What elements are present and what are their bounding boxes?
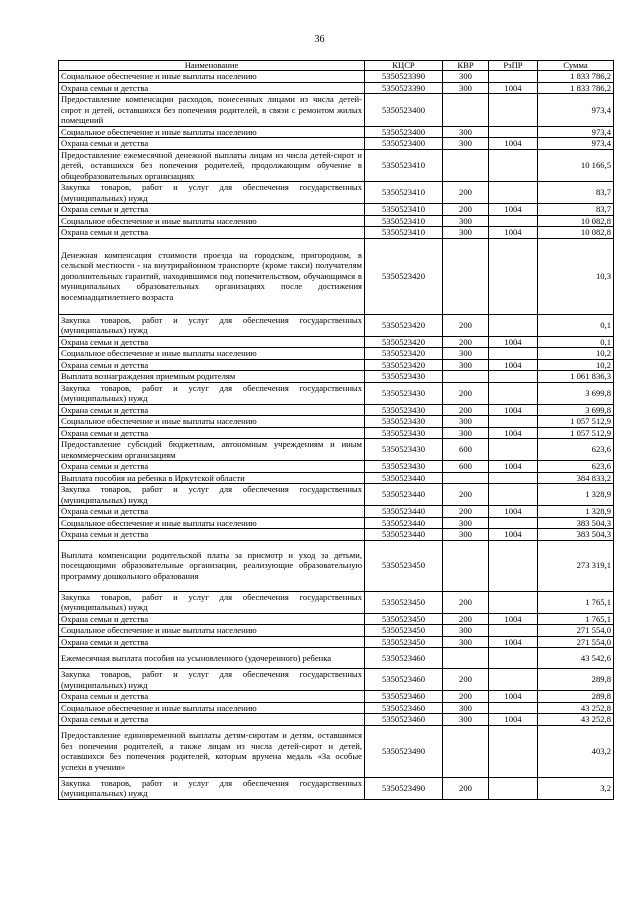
cell-sum: 1 057 512,9 [538, 416, 614, 428]
cell-name: Социальное обеспечение и иные выплаты населению [59, 416, 365, 428]
cell-sum: 10 082,8 [538, 227, 614, 239]
cell-kvr: 200 [443, 691, 489, 703]
cell-name: Социальное обеспечение и иные выплаты населению [59, 71, 365, 83]
cell-name: Закупка товаров, работ и услуг для обеспечения государственных (муниципальных) нужд [59, 591, 365, 613]
table-row [59, 472, 614, 484]
cell-kcsr: 5350523450 [365, 540, 443, 591]
cell-rzpr [489, 416, 538, 428]
cell-rzpr: 1004 [489, 204, 538, 216]
cell-kvr: 300 [443, 359, 489, 371]
cell-name: Охрана семьи и детства [59, 529, 365, 541]
cell-sum: 623,6 [538, 439, 614, 461]
cell-kvr [443, 238, 489, 314]
table-row [59, 648, 614, 669]
cell-rzpr: 1004 [489, 506, 538, 518]
table-row [59, 691, 614, 703]
cell-rzpr: 1004 [489, 427, 538, 439]
cell-kcsr: 5350523390 [365, 82, 443, 94]
cell-rzpr: 1004 [489, 636, 538, 648]
cell-name: Охрана семьи и детства [59, 82, 365, 94]
cell-kvr: 300 [443, 348, 489, 360]
cell-kcsr: 5350523410 [365, 204, 443, 216]
cell-name: Ежемесячная выплата пособия на усыновленного (удочеренного) ребенка [59, 648, 365, 669]
cell-sum: 43 252,8 [538, 702, 614, 714]
cell-kvr: 300 [443, 714, 489, 726]
cell-kcsr: 5350523420 [365, 348, 443, 360]
cell-rzpr [489, 591, 538, 613]
cell-kvr: 200 [443, 591, 489, 613]
cell-name: Охрана семьи и детства [59, 336, 365, 348]
cell-name: Социальное обеспечение и иные выплаты населению [59, 348, 365, 360]
cell-kcsr: 5350523400 [365, 138, 443, 150]
cell-rzpr [489, 648, 538, 669]
page-number: 36 [314, 34, 325, 45]
cell-kcsr: 5350523460 [365, 691, 443, 703]
cell-sum: 384 833,2 [538, 472, 614, 484]
cell-kcsr: 5350523430 [365, 461, 443, 473]
cell-kcsr: 5350523420 [365, 359, 443, 371]
cell-rzpr: 1004 [489, 714, 538, 726]
cell-kcsr: 5350523490 [365, 777, 443, 799]
cell-sum: 0,1 [538, 314, 614, 336]
cell-name: Охрана семьи и детства [59, 636, 365, 648]
cell-rzpr [489, 238, 538, 314]
table-row [59, 149, 614, 182]
cell-sum: 1 057 512,9 [538, 427, 614, 439]
cell-kvr: 300 [443, 126, 489, 138]
cell-sum: 3,2 [538, 777, 614, 799]
cell-sum: 1 765,1 [538, 591, 614, 613]
cell-kcsr: 5350523450 [365, 636, 443, 648]
cell-rzpr [489, 625, 538, 637]
cell-sum: 3 699,8 [538, 404, 614, 416]
cell-kvr: 300 [443, 702, 489, 714]
cell-sum: 271 554,0 [538, 625, 614, 637]
cell-name: Денежная компенсация стоимости проезда на городском, пригородном, в сельской местности - на внутрирайонном транспорте (кроме такси) получателям дополнительных гарантий, находившимся под попечительством, обучающимся в муниципальных образовательных организациях после достижения восемнадцатилетнего возраста [59, 238, 365, 314]
cell-kvr: 200 [443, 777, 489, 799]
table-row [59, 182, 614, 204]
cell-rzpr [489, 126, 538, 138]
cell-name: Закупка товаров, работ и услуг для обеспечения государственных (муниципальных) нужд [59, 182, 365, 204]
table-header-row [59, 61, 614, 71]
table-row [59, 625, 614, 637]
cell-rzpr [489, 215, 538, 227]
cell-name: Охрана семьи и детства [59, 506, 365, 518]
cell-name: Охрана семьи и детства [59, 204, 365, 216]
cell-sum: 1 061 836,3 [538, 371, 614, 383]
cell-kcsr: 5350523400 [365, 126, 443, 138]
cell-kcsr: 5350523430 [365, 404, 443, 416]
cell-kvr: 200 [443, 336, 489, 348]
cell-sum: 973,4 [538, 94, 614, 127]
cell-kvr: 200 [443, 613, 489, 625]
cell-kvr: 300 [443, 82, 489, 94]
cell-kcsr: 5350523410 [365, 227, 443, 239]
cell-rzpr [489, 702, 538, 714]
cell-rzpr [489, 540, 538, 591]
cell-rzpr: 1004 [489, 529, 538, 541]
cell-rzpr: 1004 [489, 461, 538, 473]
cell-name: Охрана семьи и детства [59, 461, 365, 473]
cell-name: Закупка товаров, работ и услуг для обеспечения государственных (муниципальных) нужд [59, 484, 365, 506]
table-row [59, 215, 614, 227]
table-row [59, 461, 614, 473]
cell-kvr: 200 [443, 404, 489, 416]
cell-kcsr: 5350523430 [365, 416, 443, 428]
cell-sum: 383 504,3 [538, 529, 614, 541]
cell-kcsr: 5350523410 [365, 182, 443, 204]
cell-name: Социальное обеспечение и иные выплаты населению [59, 702, 365, 714]
cell-name: Охрана семьи и детства [59, 691, 365, 703]
table-row [59, 138, 614, 150]
cell-rzpr [489, 472, 538, 484]
header-kcsr: КЦСР [365, 61, 443, 71]
cell-kvr: 300 [443, 427, 489, 439]
table-row [59, 427, 614, 439]
table-row [59, 517, 614, 529]
cell-kcsr: 5350523460 [365, 669, 443, 691]
table-row [59, 82, 614, 94]
cell-kvr: 200 [443, 506, 489, 518]
cell-rzpr: 1004 [489, 336, 538, 348]
cell-name: Выплата компенсации родительской платы за присмотр и уход за детьми, посещающими образовательные организации, реализующие образовательную программу дошкольного образования [59, 540, 365, 591]
cell-kvr: 200 [443, 484, 489, 506]
table-row [59, 348, 614, 360]
cell-kvr: 200 [443, 204, 489, 216]
table-row [59, 336, 614, 348]
table-row [59, 314, 614, 336]
table-row [59, 702, 614, 714]
cell-sum: 973,4 [538, 138, 614, 150]
table-row [59, 416, 614, 428]
cell-kvr: 300 [443, 416, 489, 428]
cell-rzpr [489, 149, 538, 182]
table-row [59, 484, 614, 506]
cell-kvr [443, 472, 489, 484]
table-row [59, 227, 614, 239]
cell-sum: 10 166,5 [538, 149, 614, 182]
cell-kvr: 300 [443, 517, 489, 529]
table-row [59, 540, 614, 591]
cell-sum: 273 319,1 [538, 540, 614, 591]
cell-kcsr: 5350523440 [365, 517, 443, 529]
cell-kcsr: 5350523440 [365, 472, 443, 484]
cell-rzpr [489, 484, 538, 506]
cell-sum: 1 765,1 [538, 613, 614, 625]
table-row [59, 725, 614, 777]
cell-name: Социальное обеспечение и иные выплаты населению [59, 625, 365, 637]
cell-kvr [443, 149, 489, 182]
header-rzpr: РзПР [489, 61, 538, 71]
cell-name: Охрана семьи и детства [59, 714, 365, 726]
cell-kvr: 300 [443, 71, 489, 83]
cell-rzpr [489, 777, 538, 799]
cell-kvr [443, 94, 489, 127]
cell-sum: 1 833 786,2 [538, 82, 614, 94]
cell-kcsr: 5350523460 [365, 702, 443, 714]
cell-rzpr [489, 71, 538, 83]
cell-kvr: 200 [443, 382, 489, 404]
cell-name: Охрана семьи и детства [59, 359, 365, 371]
cell-kvr: 300 [443, 529, 489, 541]
header-name: Наименование [59, 61, 365, 71]
cell-kcsr: 5350523440 [365, 484, 443, 506]
cell-sum: 623,6 [538, 461, 614, 473]
cell-kcsr: 5350523450 [365, 591, 443, 613]
cell-name: Закупка товаров, работ и услуг для обеспечения государственных (муниципальных) нужд [59, 314, 365, 336]
table-row [59, 238, 614, 314]
cell-kvr [443, 725, 489, 777]
cell-kcsr: 5350523450 [365, 613, 443, 625]
table-row [59, 382, 614, 404]
cell-kvr: 200 [443, 182, 489, 204]
cell-kcsr: 5350523420 [365, 238, 443, 314]
cell-kcsr: 5350523430 [365, 371, 443, 383]
cell-sum: 43 542,6 [538, 648, 614, 669]
cell-rzpr [489, 348, 538, 360]
table-row [59, 591, 614, 613]
cell-name: Выплата вознаграждения приемным родителям [59, 371, 365, 383]
cell-rzpr: 1004 [489, 227, 538, 239]
cell-sum: 403,2 [538, 725, 614, 777]
cell-kvr: 300 [443, 636, 489, 648]
table-row [59, 777, 614, 799]
cell-name: Закупка товаров, работ и услуг для обеспечения государственных (муниципальных) нужд [59, 777, 365, 799]
cell-kcsr: 5350523410 [365, 215, 443, 227]
cell-kcsr: 5350523440 [365, 506, 443, 518]
table-row [59, 204, 614, 216]
cell-sum: 10,2 [538, 348, 614, 360]
cell-sum: 43 252,8 [538, 714, 614, 726]
cell-rzpr [489, 439, 538, 461]
cell-kvr: 200 [443, 314, 489, 336]
cell-kvr [443, 648, 489, 669]
header-kvr: КВР [443, 61, 489, 71]
cell-name: Охрана семьи и детства [59, 427, 365, 439]
cell-rzpr [489, 314, 538, 336]
cell-kcsr: 5350523430 [365, 382, 443, 404]
cell-sum: 289,8 [538, 669, 614, 691]
cell-sum: 3 699,8 [538, 382, 614, 404]
cell-kvr: 200 [443, 669, 489, 691]
cell-kvr: 600 [443, 461, 489, 473]
cell-rzpr [489, 382, 538, 404]
cell-kcsr: 5350523420 [365, 336, 443, 348]
cell-kvr: 300 [443, 625, 489, 637]
cell-kcsr: 5350523460 [365, 714, 443, 726]
table-row [59, 439, 614, 461]
cell-kvr [443, 371, 489, 383]
cell-sum: 0,1 [538, 336, 614, 348]
table-row [59, 714, 614, 726]
cell-rzpr [489, 669, 538, 691]
table-row [59, 126, 614, 138]
cell-sum: 10,3 [538, 238, 614, 314]
cell-kvr: 300 [443, 227, 489, 239]
cell-name: Охрана семьи и детства [59, 227, 365, 239]
cell-sum: 10 082,8 [538, 215, 614, 227]
cell-name: Закупка товаров, работ и услуг для обеспечения государственных (муниципальных) нужд [59, 669, 365, 691]
cell-kcsr: 5350523430 [365, 439, 443, 461]
table-row [59, 71, 614, 83]
cell-sum: 1 833 786,2 [538, 71, 614, 83]
cell-sum: 83,7 [538, 182, 614, 204]
cell-sum: 271 554,0 [538, 636, 614, 648]
cell-sum: 383 504,3 [538, 517, 614, 529]
cell-name: Социальное обеспечение и иные выплаты населению [59, 215, 365, 227]
cell-sum: 289,8 [538, 691, 614, 703]
cell-kvr: 300 [443, 215, 489, 227]
cell-kcsr: 5350523460 [365, 648, 443, 669]
table-row [59, 371, 614, 383]
cell-name: Социальное обеспечение и иные выплаты населению [59, 517, 365, 529]
cell-name: Охрана семьи и детства [59, 613, 365, 625]
cell-kvr: 600 [443, 439, 489, 461]
table-row [59, 506, 614, 518]
cell-kcsr: 5350523440 [365, 529, 443, 541]
table-row [59, 529, 614, 541]
cell-rzpr: 1004 [489, 359, 538, 371]
cell-rzpr [489, 725, 538, 777]
table-row [59, 94, 614, 127]
cell-name: Охрана семьи и детства [59, 138, 365, 150]
table-row [59, 636, 614, 648]
cell-kvr [443, 540, 489, 591]
cell-kcsr: 5350523400 [365, 94, 443, 127]
cell-name: Предоставление компенсации расходов, понесенных лицами из числа детей-сирот и детей, оставшихся без попечения родителей, в связи с ремонтом жилых помещений [59, 94, 365, 127]
cell-kcsr: 5350523410 [365, 149, 443, 182]
cell-name: Социальное обеспечение и иные выплаты населению [59, 126, 365, 138]
cell-name: Выплата пособия на ребенка в Иркутской области [59, 472, 365, 484]
cell-kcsr: 5350523420 [365, 314, 443, 336]
table-row [59, 669, 614, 691]
cell-name: Предоставление субсидий бюджетным, автономным учреждениям и иным некоммерческим организациям [59, 439, 365, 461]
cell-rzpr [489, 94, 538, 127]
table-row [59, 613, 614, 625]
cell-rzpr: 1004 [489, 691, 538, 703]
cell-name: Предоставление единовременной выплаты детям-сиротам и детям, оставшимся без попечения родителей, а также лицам из числа детей-сирот и детей, оставшихся без попечения родителей, которым вручена медаль «За особые успехи в учении» [59, 725, 365, 777]
cell-rzpr: 1004 [489, 82, 538, 94]
cell-kcsr: 5350523450 [365, 625, 443, 637]
budget-table [58, 60, 614, 800]
cell-sum: 1 328,9 [538, 506, 614, 518]
header-sum: Сумма [538, 61, 614, 71]
cell-rzpr [489, 182, 538, 204]
cell-name: Закупка товаров, работ и услуг для обеспечения государственных (муниципальных) нужд [59, 382, 365, 404]
cell-kcsr: 5350523390 [365, 71, 443, 83]
cell-rzpr [489, 517, 538, 529]
cell-sum: 1 328,9 [538, 484, 614, 506]
cell-rzpr: 1004 [489, 613, 538, 625]
cell-name: Охрана семьи и детства [59, 404, 365, 416]
cell-kcsr: 5350523490 [365, 725, 443, 777]
table-row [59, 404, 614, 416]
cell-kcsr: 5350523430 [365, 427, 443, 439]
cell-rzpr: 1004 [489, 138, 538, 150]
cell-sum: 10,2 [538, 359, 614, 371]
table-row [59, 359, 614, 371]
cell-rzpr [489, 371, 538, 383]
cell-sum: 973,4 [538, 126, 614, 138]
cell-rzpr: 1004 [489, 404, 538, 416]
cell-kvr: 300 [443, 138, 489, 150]
cell-sum: 83,7 [538, 204, 614, 216]
cell-name: Предоставление ежемесячной денежной выплаты лицам из числа детей-сирот и детей, оставшихся без попечения родителей, продолжающим обучение в общеобразовательных организациях [59, 149, 365, 182]
